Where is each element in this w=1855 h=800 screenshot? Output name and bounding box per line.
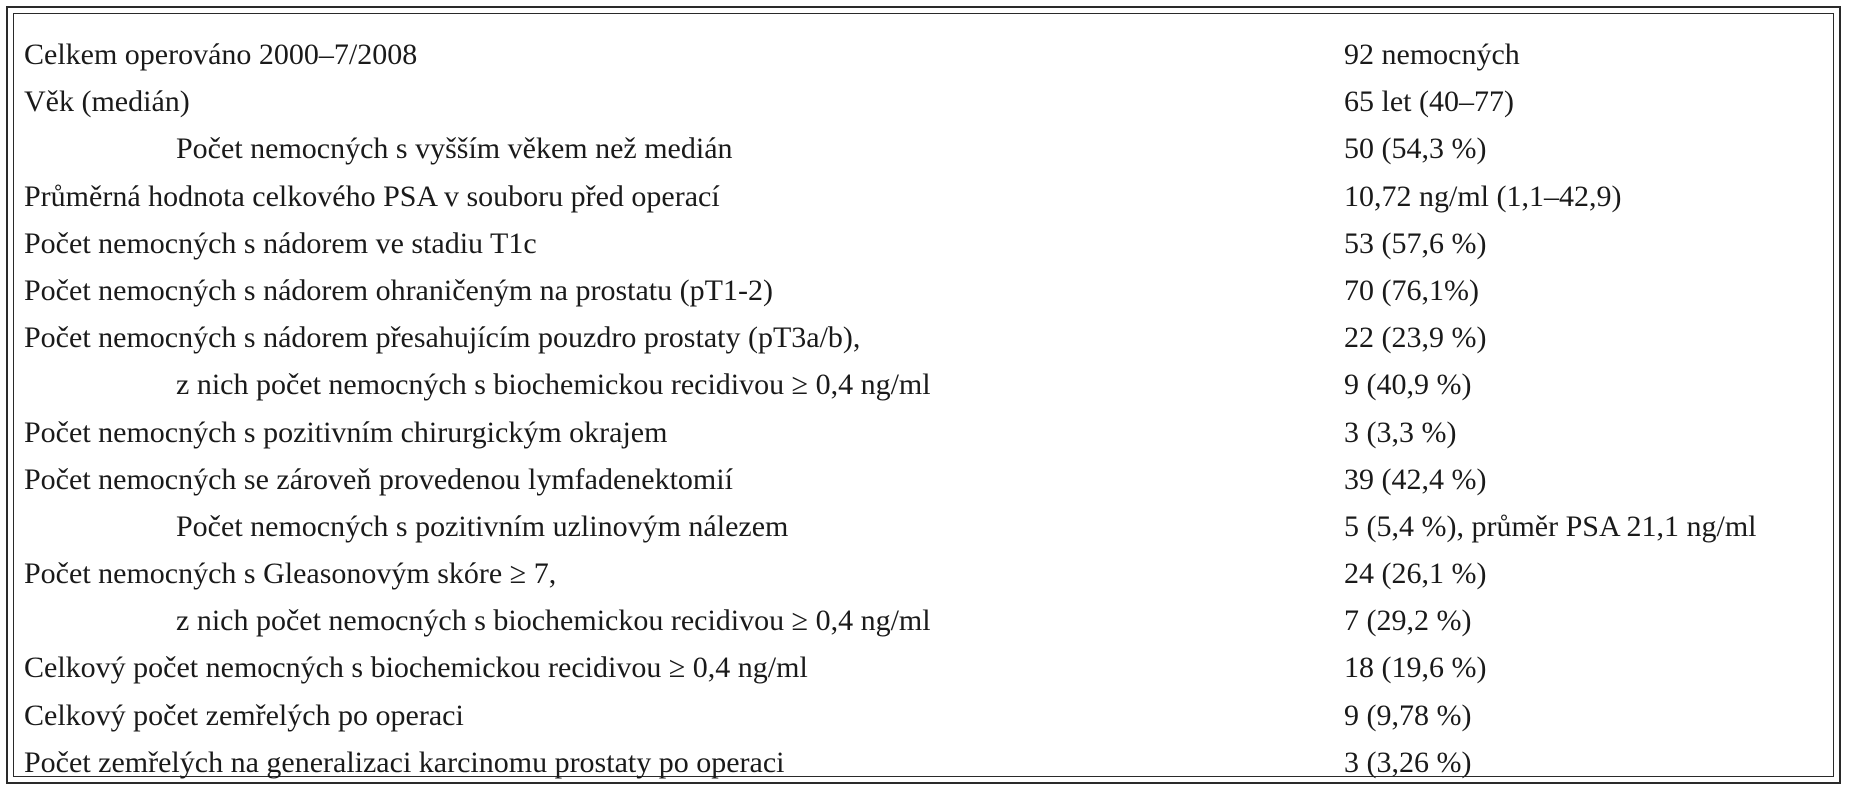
- row-value: 65 let (40–77): [1344, 85, 1514, 119]
- row-label: z nich počet nemocných s biochemickou recidivou ≥ 0,4 ng/ml: [176, 368, 931, 402]
- row-value: 5 (5,4 %), průměr PSA 21,1 ng/ml: [1344, 509, 1757, 543]
- row-value: 53 (57,6 %): [1344, 226, 1487, 260]
- table-row: [24, 739, 1833, 786]
- table-row: [24, 125, 1833, 172]
- data-table: [24, 31, 1833, 786]
- row-value: 9 (40,9 %): [1344, 368, 1472, 402]
- table-row: [24, 78, 1833, 125]
- table-frame-inner: [13, 13, 1834, 777]
- row-label: z nich počet nemocných s biochemickou recidivou ≥ 0,4 ng/ml: [176, 604, 931, 638]
- row-value: 50 (54,3 %): [1344, 132, 1487, 166]
- table-row: [24, 267, 1833, 314]
- row-value: 24 (26,1 %): [1344, 557, 1487, 591]
- row-label: Celkový počet zemřelých po operaci: [24, 698, 464, 732]
- row-label: Počet nemocných se zároveň provedenou lymfadenektomií: [24, 462, 733, 496]
- row-label: Počet nemocných s nádorem ve stadiu T1c: [24, 226, 537, 260]
- table-row: [24, 409, 1833, 456]
- table-row: [24, 503, 1833, 550]
- table-row: [24, 597, 1833, 644]
- row-value: 22 (23,9 %): [1344, 321, 1487, 355]
- row-value: 39 (42,4 %): [1344, 462, 1487, 496]
- row-label: Počet nemocných s nádorem ohraničeným na prostatu (pT1-2): [24, 273, 773, 307]
- row-label: Celkový počet nemocných s biochemickou recidivou ≥ 0,4 ng/ml: [24, 651, 808, 685]
- table-row: [24, 220, 1833, 267]
- table-row: [24, 644, 1833, 691]
- row-label: Počet nemocných s Gleasonovým skóre ≥ 7,: [24, 557, 557, 591]
- row-value: 18 (19,6 %): [1344, 651, 1487, 685]
- row-label: Celkem operováno 2000–7/2008: [24, 38, 418, 71]
- row-value: 70 (76,1%): [1344, 273, 1479, 307]
- row-value: 10,72 ng/ml (1,1–42,9): [1344, 179, 1622, 213]
- table-row: [24, 173, 1833, 220]
- row-value: 9 (9,78 %): [1344, 698, 1472, 732]
- table-frame-outer: [6, 6, 1841, 784]
- table-row: [24, 692, 1833, 739]
- row-label: Věk (medián): [24, 85, 190, 119]
- row-value: 92 nemocných: [1344, 38, 1520, 71]
- row-label: Průměrná hodnota celkového PSA v souboru před operací: [24, 179, 720, 213]
- table-row: [24, 31, 1833, 78]
- row-label: Počet nemocných s vyšším věkem než medián: [176, 132, 733, 166]
- row-label: Počet nemocných s pozitivním uzlinovým nálezem: [176, 509, 789, 543]
- row-label: Počet zemřelých na generalizaci karcinomu prostaty po operaci: [24, 745, 785, 779]
- row-label: Počet nemocných s pozitivním chirurgickým okrajem: [24, 415, 668, 449]
- table-row: [24, 314, 1833, 361]
- row-value: 7 (29,2 %): [1344, 604, 1472, 638]
- row-label: Počet nemocných s nádorem přesahujícím pouzdro prostaty (pT3a/b),: [24, 321, 861, 355]
- table-row: [24, 550, 1833, 597]
- table-row: [24, 361, 1833, 408]
- row-value: 3 (3,3 %): [1344, 415, 1457, 449]
- table-row: [24, 456, 1833, 503]
- row-value: 3 (3,26 %): [1344, 745, 1472, 779]
